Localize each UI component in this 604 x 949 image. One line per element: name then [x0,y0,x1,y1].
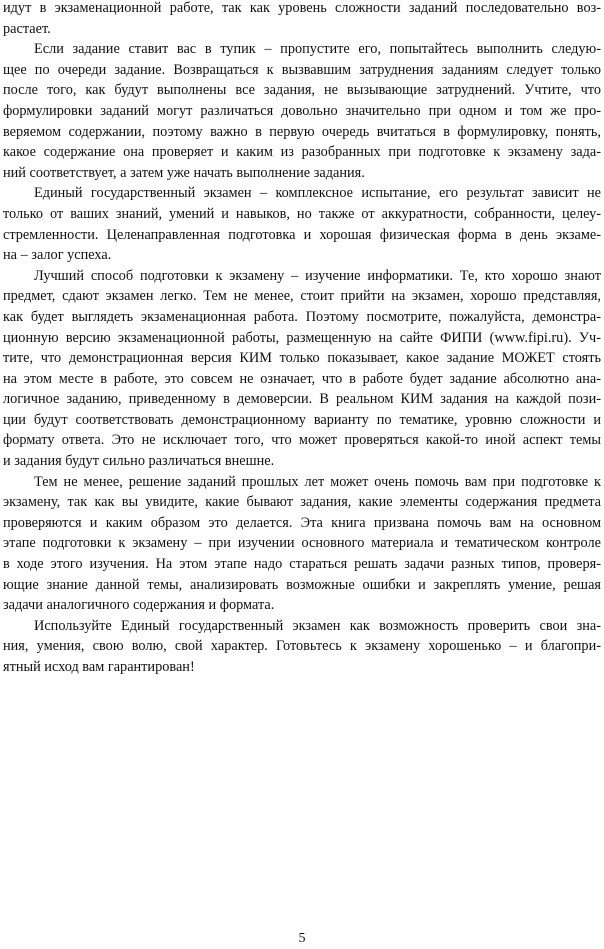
text-line: формулировки заданий могут различаться довольно значительно при одном и том же про- [3,102,601,119]
text-line: какое содержание она проверяет и каким из разобранных при подготовке к экзамену зада- [3,144,601,161]
paragraph-3 [3,183,601,265]
text-line: тите, что демонстрационная версия КИМ только показывает, какое задание МОЖЕТ стоять [3,350,601,367]
text-line: формату ответа. Это не исключает того, что может проверяться какой-то иной аспект темы [3,432,601,449]
text-line: после того, как будут выполнены все задания, не вызывающие затруднений. Учтите, что [3,82,601,99]
text-line: растает. [3,20,51,37]
text-line: ционную версию экзаменационной работы, размещенную на сайте ФИПИ (www.fipi.ru). Уч- [3,329,601,346]
text-line: идут в экзаменационной работе, так как уровень сложности заданий последовательно воз- [3,0,601,16]
text-line: на – залог успеха. [3,247,112,264]
text-line: логичное заданию, приведенному в демоверсии. В реальном КИМ задания на каждой пози- [3,391,601,408]
text-line: щее по очереди задание. Возвращаться к вызвавшим затруднения заданиям следует только [3,61,601,78]
text-line: и задания будут сильно различаться внешне. [3,453,275,470]
page-number: 5 [298,931,306,946]
text-line: только от ваших знаний, умений и навыков, но также от аккуратности, собранности, целеу- [3,205,601,222]
text-line: задачи аналогичного содержания и формата. [3,597,275,614]
text-line: этапе подготовки к экзамену – при изучении основного материала и тематическом контроле [3,535,601,552]
text-line: в ходе этого изучения. На этом этапе надо стараться решать задачи разных типов, проверя- [3,556,601,573]
text-line: ятный исход вам гарантирован! [3,659,195,675]
text-line: на этом месте в работе, это совсем не означает, что в работе будет задание абсолютно ана- [3,370,601,387]
paragraph-1 [3,0,601,39]
text-line: Единый государственный экзамен – комплексное испытание, его результат зависит не [34,185,601,202]
text-line: ния, умения, свою волю, свой характер. Готовьтесь к экзамену хорошенько – и благопри- [3,638,601,655]
text-line: ний соответствует, а затем уже начать выполнение задания. [3,164,365,181]
paragraph-5 [3,472,601,616]
text-line: стремленности. Целенаправленная подготовка и хорошая физическая форма в день экзаме- [3,226,601,243]
text-line: предмет, сдают экзамен легко. Тем не менее, стоит прийти на экзамен, хорошо представляя, [3,288,601,305]
page-body [3,0,601,678]
text-line: ции будут соответствовать демонстрационному варианту по тематике, уровню сложности и [3,411,601,428]
text-line: Тем не менее, решение заданий прошлых лет может очень помочь вам при подготовке к [34,473,601,490]
text-line: проверяются и каким образом это делается. Эта книга призвана помочь вам на основном [3,514,601,531]
text-line: Лучший способ подготовки к экзамену – изучение информатики. Те, кто хорошо знают [34,267,601,284]
text-line: Используйте Единый государственный экзамен как возможность проверить свои зна- [34,617,601,634]
paragraph-4 [3,266,601,472]
text-line: экзамену, так как вы увидите, какие бывают задания, какие элементы содержания предмета [3,494,601,511]
paragraph-6 [3,616,601,678]
text-line: как будет выглядеть экзаменационная работа. Поэтому посмотрите, пожалуйста, демонстра- [3,308,601,325]
text-line: Если задание ставит вас в тупик – пропустите его, попытайтесь выполнить следую- [34,41,601,58]
paragraph-2 [3,39,601,183]
text-line: ющие знание данной темы, анализировать возможные ошибки и закреплять умение, решая [3,576,601,593]
text-line: веряемом содержании, поэтому важно в первую очередь вчитаться в формулировку, понять, [3,123,601,140]
